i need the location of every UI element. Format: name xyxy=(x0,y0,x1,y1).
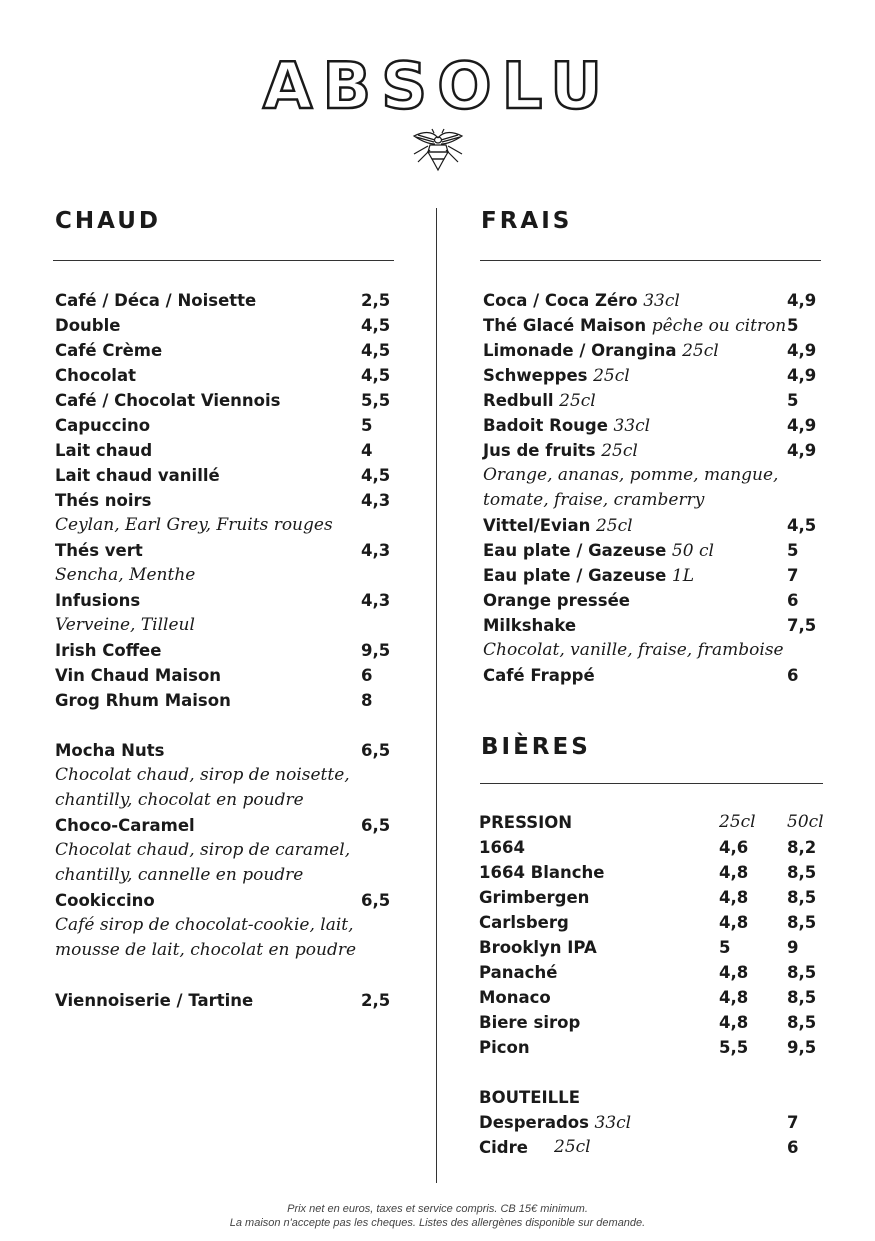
item-name: Café / Déca / Noisette xyxy=(55,291,257,310)
item-price: 7 xyxy=(787,566,799,585)
item-name: Double xyxy=(55,316,121,335)
item-price: 9,5 xyxy=(361,641,391,660)
menu-item xyxy=(483,338,823,363)
item-name: 1664 xyxy=(479,838,525,857)
price-25cl: 5 xyxy=(719,938,731,957)
footer-note: Prix net en euros, taxes et service compris. CB 15€ minimum. xyxy=(287,1203,588,1215)
item-volume: 25cl xyxy=(559,391,596,411)
item-volume: 25cl xyxy=(595,516,633,536)
description-text: tomate, fraise, cramberry xyxy=(483,490,705,510)
item-name: Lait chaud xyxy=(55,441,153,460)
item-name: Schweppes xyxy=(483,366,588,385)
item-name: Cookiccino xyxy=(55,891,155,910)
item-description xyxy=(55,913,395,938)
bouteille-label: BOUTEILLE xyxy=(479,1088,580,1107)
item-name: Thés noirs xyxy=(55,491,152,510)
item-price: 4,5 xyxy=(361,341,391,360)
item-price: 4,3 xyxy=(361,491,391,510)
item-name: Choco-Caramel xyxy=(55,816,195,835)
item-price: 5,5 xyxy=(361,391,391,410)
menu-item xyxy=(483,438,823,463)
price-25cl: 4,8 xyxy=(719,913,749,932)
item-name: Capuccino xyxy=(55,416,151,435)
item-price: 4,5 xyxy=(361,316,391,335)
menu-item xyxy=(55,463,395,488)
item-name: Monaco xyxy=(479,988,551,1007)
menu-item xyxy=(483,363,823,388)
beer-item xyxy=(479,860,824,885)
menu-item xyxy=(55,413,395,438)
item-price: 7 xyxy=(787,1113,799,1132)
item-volume: 33cl xyxy=(594,1113,632,1133)
item-name: Vin Chaud Maison xyxy=(55,666,222,685)
menu-item xyxy=(55,663,395,688)
item-name: Cidre xyxy=(479,1138,528,1157)
item-price: 5 xyxy=(787,541,799,560)
item-description xyxy=(55,788,395,813)
item-name: Chocolat xyxy=(55,366,136,385)
menu-item xyxy=(55,538,395,563)
menu-item xyxy=(55,313,395,338)
item-description xyxy=(55,763,395,788)
menu-item xyxy=(483,663,823,688)
item-name: Lait chaud vanillé xyxy=(55,466,220,485)
menu-item xyxy=(483,313,823,338)
beer-item xyxy=(479,1135,824,1160)
chaud-list xyxy=(55,288,395,1013)
item-description xyxy=(55,863,395,888)
item-volume: 50 cl xyxy=(671,541,714,561)
menu-item xyxy=(55,488,395,513)
menu-item xyxy=(483,538,823,563)
item-price: 5 xyxy=(787,391,799,410)
item-name: Thé Glacé Maison xyxy=(483,316,647,335)
item-name: Thés vert xyxy=(55,541,143,560)
column-divider xyxy=(436,208,437,1183)
menu-item xyxy=(55,338,395,363)
beer-item xyxy=(479,1035,824,1060)
price-50cl: 9,5 xyxy=(787,1038,817,1057)
price-50cl: 8,5 xyxy=(787,863,817,882)
brand-logo: ABSOLU xyxy=(262,50,613,124)
item-price: 6,5 xyxy=(361,741,391,760)
menu-item xyxy=(55,888,395,913)
item-name: Eau plate / Gazeuse xyxy=(483,541,667,560)
item-volume: 33cl xyxy=(613,416,651,436)
section-title-bieres: BIÈRES xyxy=(481,734,591,760)
bee-emblem-icon xyxy=(408,128,468,174)
menu-item xyxy=(483,613,823,638)
item-price: 4,9 xyxy=(787,341,817,360)
item-price: 5 xyxy=(787,316,799,335)
beer-item xyxy=(479,1110,824,1135)
item-price: 6 xyxy=(787,1138,799,1157)
item-name: Café / Chocolat Viennois xyxy=(55,391,281,410)
item-price: 4,5 xyxy=(361,366,391,385)
item-price: 5 xyxy=(361,416,373,435)
description-text: mousse de lait, chocolat en poudre xyxy=(55,940,357,960)
item-name: Vittel/Evian xyxy=(483,516,591,535)
item-name: Picon xyxy=(479,1038,530,1057)
item-name: Grog Rhum Maison xyxy=(55,691,231,710)
price-25cl: 4,8 xyxy=(719,888,749,907)
description-text: chantilly, chocolat en poudre xyxy=(55,790,304,810)
item-price: 4,3 xyxy=(361,541,391,560)
menu-item xyxy=(55,438,395,463)
item-price: 4,9 xyxy=(787,416,817,435)
beer-item xyxy=(479,1010,824,1035)
item-name: Mocha Nuts xyxy=(55,741,165,760)
item-price: 7,5 xyxy=(787,616,817,635)
item-name: Infusions xyxy=(55,591,141,610)
section-title-frais: FRAIS xyxy=(481,208,573,234)
column-header-50cl: 50cl xyxy=(787,812,824,832)
item-name: Milkshake xyxy=(483,616,577,635)
item-price: 4 xyxy=(361,441,373,460)
item-name: Viennoiserie / Tartine xyxy=(55,991,254,1010)
item-volume: 25cl xyxy=(682,341,719,361)
menu-item xyxy=(483,388,823,413)
menu-item xyxy=(483,588,823,613)
price-50cl: 8,2 xyxy=(787,838,817,857)
item-description xyxy=(55,513,395,538)
menu-item xyxy=(55,388,395,413)
menu-item xyxy=(55,638,395,663)
item-volume: 1L xyxy=(671,566,695,586)
divider xyxy=(480,783,823,784)
menu-item xyxy=(55,738,395,763)
item-description xyxy=(55,938,395,963)
price-25cl: 4,8 xyxy=(719,863,749,882)
price-25cl: 4,8 xyxy=(719,963,749,982)
menu-item xyxy=(55,988,395,1013)
menu-item xyxy=(55,813,395,838)
item-name: Brooklyn IPA xyxy=(479,938,597,957)
menu-item xyxy=(55,288,395,313)
menu-item xyxy=(483,513,823,538)
description-text: Café sirop de chocolat-cookie, lait, xyxy=(55,915,354,935)
item-name: Redbull xyxy=(483,391,554,410)
item-name: Jus de fruits xyxy=(483,441,596,460)
item-name: Café Frappé xyxy=(483,666,595,685)
item-volume: 33cl xyxy=(643,291,680,311)
item-name: Badoit Rouge xyxy=(483,416,608,435)
item-name: Irish Coffee xyxy=(55,641,162,660)
item-name: Desperados xyxy=(479,1113,589,1132)
beer-item xyxy=(479,960,824,985)
item-price: 4,5 xyxy=(361,466,391,485)
item-price: 6,5 xyxy=(361,891,391,910)
item-price: 2,5 xyxy=(361,991,391,1010)
menu-item xyxy=(55,363,395,388)
item-price: 6,5 xyxy=(361,816,391,835)
item-price: 2,5 xyxy=(361,291,391,310)
footer-note: La maison n'accepte pas les cheques. Listes des allergènes disponible sur demande. xyxy=(229,1217,646,1229)
item-name: Panaché xyxy=(479,963,558,982)
menu-item xyxy=(55,688,395,713)
item-description xyxy=(55,838,395,863)
price-25cl: 4,6 xyxy=(719,838,749,857)
price-25cl: 4,8 xyxy=(719,988,749,1007)
bouteille-header xyxy=(479,1085,824,1110)
beer-item xyxy=(479,935,824,960)
section-title-chaud: CHAUD xyxy=(55,208,161,234)
item-description xyxy=(55,563,395,588)
description-text: Orange, ananas, pomme, mangue, xyxy=(483,465,779,485)
spacer xyxy=(55,713,395,738)
beer-item xyxy=(479,835,824,860)
item-name: 1664 Blanche xyxy=(479,863,605,882)
description-text: Chocolat chaud, sirop de noisette, xyxy=(55,765,350,785)
menu-item xyxy=(55,588,395,613)
item-name: Biere sirop xyxy=(479,1013,581,1032)
beer-item xyxy=(479,985,824,1010)
item-price: 4,9 xyxy=(787,366,817,385)
description-text: chantilly, cannelle en poudre xyxy=(55,865,304,885)
item-price: 4,9 xyxy=(787,441,817,460)
item-name: Café Crème xyxy=(55,341,163,360)
item-name: Limonade / Orangina xyxy=(483,341,677,360)
item-volume: 25cl xyxy=(554,1137,591,1157)
item-price: 4,9 xyxy=(787,291,817,310)
item-name: Eau plate / Gazeuse xyxy=(483,566,667,585)
price-25cl: 5,5 xyxy=(719,1038,749,1057)
spacer xyxy=(479,1060,824,1085)
description-text: Verveine, Tilleul xyxy=(55,615,195,635)
item-volume: pêche ou citron xyxy=(651,316,787,336)
description-text: Chocolat chaud, sirop de caramel, xyxy=(55,840,351,860)
frais-list xyxy=(483,288,823,688)
price-25cl: 4,8 xyxy=(719,1013,749,1032)
item-price: 6 xyxy=(787,591,799,610)
price-50cl: 8,5 xyxy=(787,988,817,1007)
description-text: Ceylan, Earl Grey, Fruits rouges xyxy=(55,515,333,535)
item-description xyxy=(483,488,823,513)
column-header-25cl: 25cl xyxy=(719,812,756,832)
item-name: Grimbergen xyxy=(479,888,590,907)
item-price: 8 xyxy=(361,691,373,710)
description-text: Sencha, Menthe xyxy=(55,565,196,585)
item-price: 4,3 xyxy=(361,591,391,610)
item-name: Coca / Coca Zéro xyxy=(483,291,638,310)
item-description xyxy=(483,638,823,663)
beer-item xyxy=(479,910,824,935)
pression-label: PRESSION xyxy=(479,813,573,832)
item-description xyxy=(55,613,395,638)
price-50cl: 8,5 xyxy=(787,963,817,982)
description-text: Chocolat, vanille, fraise, framboise xyxy=(483,640,784,660)
price-50cl: 8,5 xyxy=(787,1013,817,1032)
pression-header xyxy=(479,810,824,835)
divider xyxy=(480,260,821,261)
item-price: 6 xyxy=(361,666,373,685)
item-name: Carlsberg xyxy=(479,913,569,932)
item-name: Orange pressée xyxy=(483,591,630,610)
item-volume: 25cl xyxy=(593,366,630,386)
item-price: 4,5 xyxy=(787,516,817,535)
menu-item xyxy=(483,413,823,438)
price-50cl: 8,5 xyxy=(787,888,817,907)
item-description xyxy=(483,463,823,488)
beer-item xyxy=(479,885,824,910)
menu-item xyxy=(483,563,823,588)
item-price: 6 xyxy=(787,666,799,685)
item-volume: 25cl xyxy=(601,441,638,461)
price-50cl: 8,5 xyxy=(787,913,817,932)
price-50cl: 9 xyxy=(787,938,799,957)
spacer xyxy=(55,963,395,988)
menu-item xyxy=(483,288,823,313)
bieres-list xyxy=(479,810,824,1160)
divider xyxy=(53,260,394,261)
